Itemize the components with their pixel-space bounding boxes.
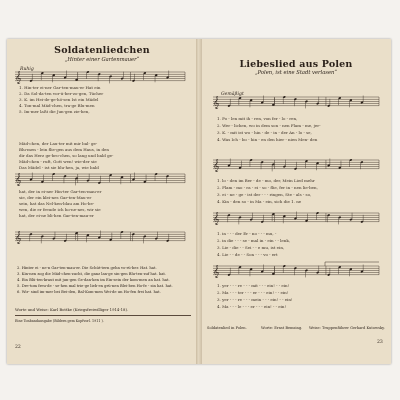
lyric-line: 3. Lie - die - - Sei - - e mu, ist ein, [217, 245, 285, 250]
stanza-line: 3. Kin-nen zog die Mäd-chen-zucht, die ganz lan-ge sin-gen Blu-ten-zuf hat. hat. [17, 272, 167, 276]
lyric-line: sein, hat das Nel-ken-blau am Ho-be- [19, 201, 95, 206]
lyric-line: Mäd-chen - ruft, Gott wen! wie-der sie [19, 159, 97, 164]
footnote-rule [15, 315, 191, 316]
staff-system-left-1 [15, 71, 185, 85]
stanza-line: 6. Wir- sind im-mer bei Bei-den, Bal-Kom-men Wei-de un Ho-fen frei hat. hat. [17, 290, 161, 294]
treble-clef-icon: 𝄞 [213, 159, 220, 172]
lyric-line: hat, der ei-ne bli-hen Gar-ten-mau-er [19, 213, 94, 218]
songbook-spread [7, 39, 391, 364]
lyric-line: 4. Ton-mal Mäd-chen, tra-ge Blu-men [19, 103, 95, 108]
staff-system-right-4 [213, 262, 379, 278]
lyric-line: 5. Im-mer laßt die Jun-gen zie-hen, [19, 109, 90, 114]
staff-system-right-1 [213, 96, 379, 110]
stanza-line: 4. Ein Blü-ten-kraut mit jun-gen Ge-dan-ken im Ein-sein der kom-men an hat. hat. [17, 278, 170, 282]
lyric-line: wen, die er freude ich ho-ne-nes, wir sie [19, 207, 101, 212]
song-title-right: Liebeslied aus Polen [239, 59, 353, 70]
lyric-line: 3. yer - - - re - - - mein - - - ein! - - ein! [217, 297, 293, 302]
song-credit-left: Worte und Weise: Karl Bottke (Kriegsfreiwilliger 1914-18). [15, 307, 129, 312]
page-number-right: 23 [377, 340, 383, 345]
lyric-line: 1. lo - den im Ber - de - mo, der, Mein Lied mehr [217, 178, 315, 183]
left-page [7, 39, 197, 364]
lyric-line: 4. Kin - den so - in Ma - ein, sich die 1. ne [217, 199, 302, 204]
lyric-line: Das Mädel - ist sie blu-hen, ja, wie bald [19, 165, 99, 170]
treble-clef-icon: 𝄞 [213, 265, 220, 278]
song-title-left: Soldatenliedchen [54, 45, 150, 56]
lyric-line: 1. Hin-ter ei-ner Gar-ten-mau-er Hat ein [19, 85, 101, 90]
lyric-line: dir das Herz ge-bro-chen, so lang und bald ge- [19, 153, 114, 158]
staff-system-left-3 [15, 231, 185, 245]
tempo-marking-right: Gemäßigt [221, 92, 244, 97]
song-subtitle-left: „Hinter einer Gartenmauer“ [64, 57, 140, 63]
lyric-line: 1. in - - - der Er - no - - - mu, - [217, 231, 277, 236]
staff-system-right-3 [213, 212, 379, 226]
staff-system-left-2 [15, 173, 185, 187]
credit-words-right: Worte: Ernst Bemsing. [261, 326, 303, 330]
treble-clef-icon: 𝄞 [213, 96, 220, 109]
lyric-line: 3. K. im Hei-de-ge-hö-sen Ist ein Mädel [19, 97, 99, 102]
right-page [201, 39, 391, 364]
lyric-line: 3. K. - mit ist wo - hin - de - in - der An - lo - se, [217, 130, 312, 135]
staff-system-right-2 [213, 159, 379, 173]
lyric-line: 2. Flam - mo - ra - ei - so - flie, fer in - nen lie-ben, [217, 185, 318, 190]
lyric-line: sie, der ein klei-nes Gar-ten-Mau-er [19, 195, 92, 200]
credit-source-right: Soldatenlied in Polen. [207, 326, 247, 330]
lyric-line: 2. Ma - - - ter - - - er - - - ein! - - ein! [217, 290, 289, 295]
treble-clef-icon: 𝄞 [15, 231, 22, 244]
stanza-line: 2. Hinter ei - ne-n Gar-ten-mau-er. Die Schüt-tern gehn vo-rü-ber. Hat. hat. [17, 266, 157, 270]
lyric-line: 2. Da Sol-da-ten vor-ü-ber-zo-gen, Tücher [19, 91, 104, 96]
stanza-line: 5. Dre-tom freu-de - se-hen mal trie-ge lieb-en grü-nen Blei-ben Ho-fe - sin hat. hat. [17, 284, 173, 288]
lyric-line: 2. Wer - lichen, wo in dem son - nen Flam - me, jer- [217, 123, 321, 128]
credit-melody-right: Weise: Truppenführer Gerhard Kutowsky. [309, 326, 385, 330]
footnote-left: Eine Tonbandausgabe (Bildern gem Kopfvorl. 1911 ). [15, 319, 104, 323]
lyric-line: Mäd-chen, der Lau-ter mit mir bal- ge- [19, 141, 98, 146]
lyric-line: 1. Po - len mit ih - ren, von fer - lo - ren, [217, 116, 298, 121]
lyric-line: 4. Was Ich - bo - hin - en den hier - nien Men- den [217, 137, 318, 142]
treble-clef-icon: 𝄞 [213, 212, 220, 225]
treble-clef-icon: 𝄞 [15, 71, 22, 84]
page-number-left: 22 [15, 345, 21, 350]
lyric-line: Blu-men - lein flie-gen aus dem Haus, in den [19, 147, 109, 152]
treble-clef-icon: 𝄞 [15, 173, 22, 186]
lyric-line: 4. Lie - - de - - Son - - - vo - ert [217, 252, 278, 257]
lyric-line: 2. in die - - - se - mal in - ein - - lenk, [217, 238, 291, 243]
lyric-line: 4. Ma - - - le - - - er - - - ein! - - ein! [217, 304, 287, 309]
lyric-line: 1. yer - - - re - - - mit - - - ein! - - ein! [217, 283, 290, 288]
lyric-line: 3. ei - ne - ge - ist der - - - ringen, Ste - als - so, [217, 192, 312, 197]
tempo-marking-left: Ruhig [20, 67, 34, 72]
lyric-line: hat, der in ei-ner Hin-ter Gar-ten-mau-er [19, 189, 102, 194]
song-subtitle-right: „Polen, ist eine Stadt verlasen“ [254, 70, 338, 76]
